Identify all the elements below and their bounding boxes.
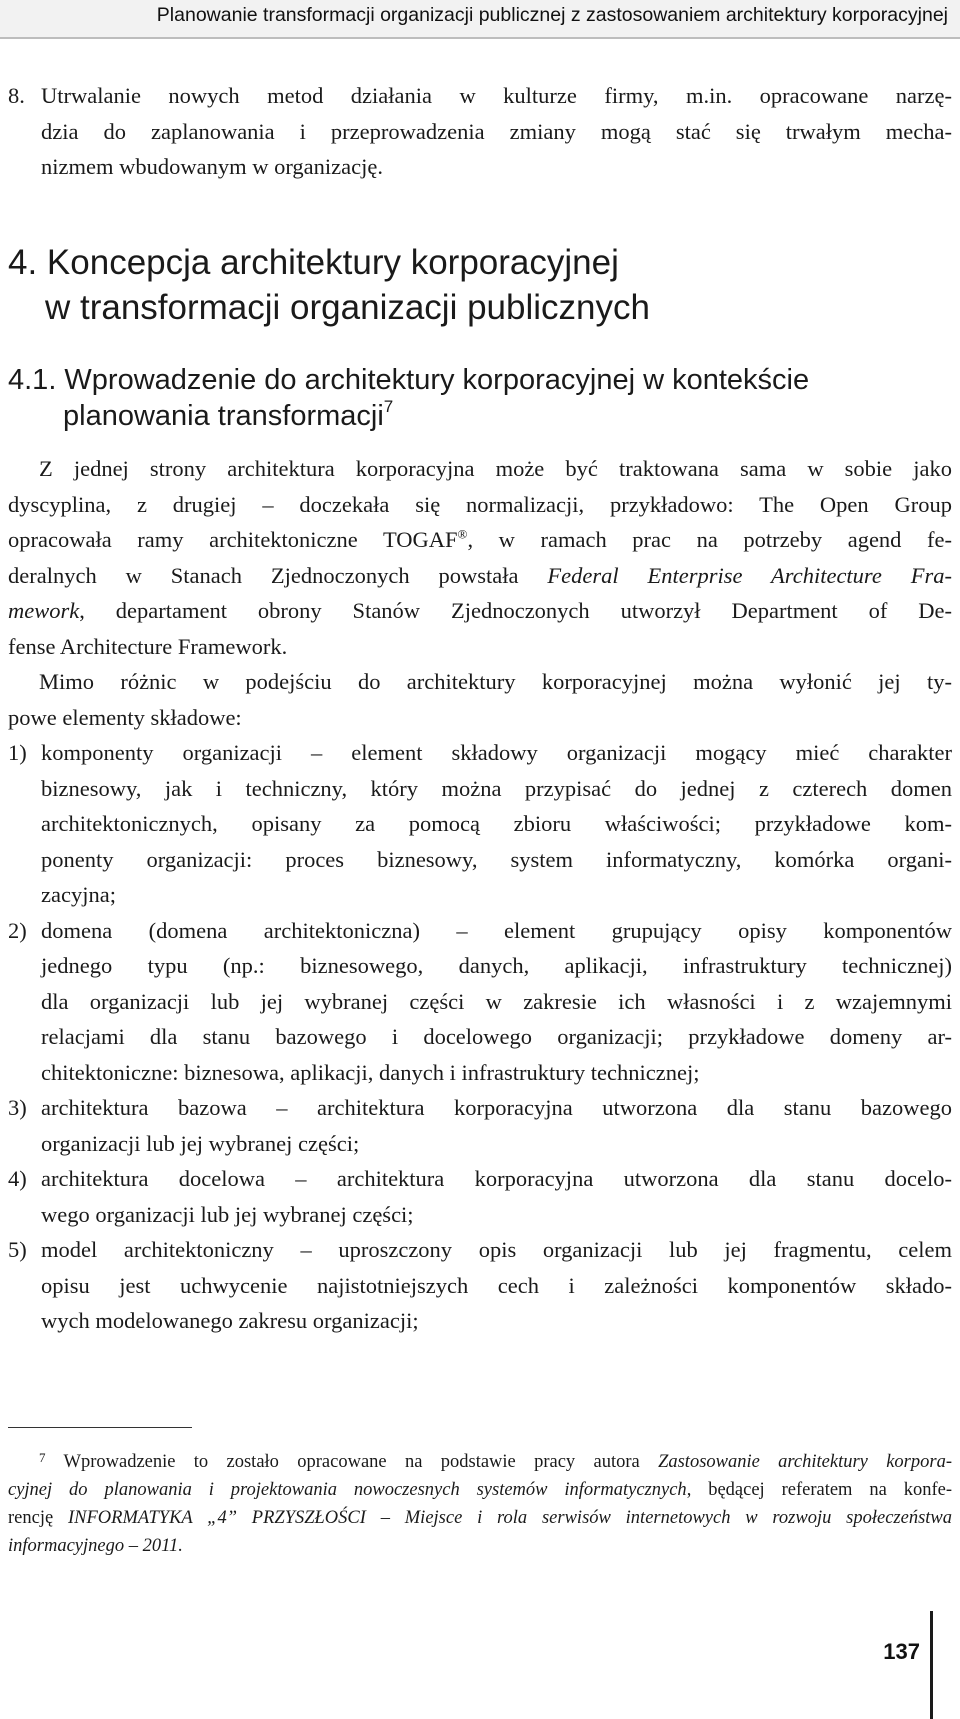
footnote-reference: 7 — [383, 397, 394, 416]
list-item-number: 2) — [8, 917, 27, 943]
running-head-rule — [0, 37, 960, 39]
list-item-line: relacjami dla stanu bazowego i docelowego organizacji; przykładowe domeny ar- — [41, 1024, 952, 1049]
text-run: Wprowadzenie to zostało opracowane na podstawie pracy autora — [45, 1452, 659, 1472]
list-item-2 — [8, 913, 952, 1091]
paragraph-2 — [8, 664, 952, 735]
italic-run: mework — [8, 598, 80, 623]
running-head: Planowanie transformacji organizacji publicznej z zastosowaniem architektury korporacyjnej — [0, 0, 960, 37]
italic-run: INFORMATYKA „4” PRZYSZŁOŚCI – Miejsce i rola serwisów internetowych w rozwoju społeczeństwa — [68, 1508, 953, 1528]
section-heading-line-2 — [8, 398, 952, 434]
page-number: 137 — [883, 1639, 920, 1664]
chapter-heading — [8, 240, 952, 330]
paragraph-line — [8, 558, 952, 594]
footnote-line — [8, 1532, 952, 1560]
list-item-8 — [8, 78, 952, 185]
section-heading-line: 4.1. Wprowadzenie do architektury korporacyjnej w kontekście — [8, 364, 810, 396]
list-item-number: 3) — [8, 1095, 27, 1120]
italic-run: informacyjnego – 2011. — [8, 1536, 183, 1556]
list-item-line: chitektoniczne: biznesowa, aplikacji, danych i infrastruktury technicznej; — [41, 1059, 700, 1085]
paragraph-line — [8, 593, 952, 629]
text-run: rencję — [8, 1508, 68, 1528]
list-item-line: nizmem wbudowanym w organizację. — [41, 154, 383, 179]
list-item-line: dla organizacji lub jej wybranej części w zakresie ich własności i z wzajemnymi — [41, 988, 952, 1014]
paragraph-line: powe elementy składowe: — [8, 704, 242, 730]
footnote-line — [8, 1476, 952, 1504]
text-run: deralnych w Stanach Zjednoczonych powstała — [8, 562, 548, 588]
paragraph-line: Mimo różnic w podejściu do architektury korporacyjnej można wyłonić jej ty- — [39, 669, 952, 694]
list-item-line: Utrwalanie nowych metod działania w kulturze firmy, m.in. opracowane narzę- — [41, 83, 952, 108]
element-list — [8, 735, 952, 1339]
registered-mark: ® — [457, 526, 468, 542]
list-item-line: zacyjna; — [41, 882, 116, 907]
paragraph-line: dyscyplina, z drugiej – doczekała się normalizacji, przykładowo: The Open Group — [8, 491, 952, 517]
list-item-3 — [8, 1090, 952, 1161]
list-item-number: 5) — [8, 1237, 27, 1262]
italic-run: cyjnej do planowania i projektowania nowoczesnych systemów informatycznych — [8, 1480, 687, 1500]
paragraph-1 — [8, 451, 952, 664]
list-item-line: wych modelowanego zakresu organizacji; — [41, 1308, 419, 1333]
chapter-heading-line: 4. Koncepcja architektury korporacyjnej — [8, 243, 619, 282]
list-item-4 — [8, 1161, 952, 1232]
section-heading-text: planowania transformacji — [63, 400, 384, 432]
list-item-line: architektura bazowa – architektura korporacyjna utworzona dla stanu bazowego — [41, 1095, 952, 1120]
list-item-line: architektonicznych, opisany za pomocą zbioru właściwości; przykładowe kom- — [41, 811, 952, 836]
list-item-5 — [8, 1232, 952, 1339]
italic-run: Zastosowanie architektury korpora- — [658, 1452, 952, 1472]
italic-run: Federal Enterprise Architecture Fra- — [547, 562, 952, 588]
paragraph-line: Z jednej strony architektura korporacyjna może być traktowana sama w sobie jako — [39, 456, 952, 481]
list-item-line: model architektoniczny – uproszczony opis organizacji lub jej fragmentu, celem — [41, 1237, 952, 1262]
list-item-number: 8. — [8, 83, 25, 108]
list-item-number: 4) — [8, 1166, 27, 1191]
text-run: , w ramach prac na potrzeby agend fe- — [467, 527, 952, 552]
list-item-line: biznesowy, jak i techniczny, który można przypisać do jednej z czterech domen — [41, 775, 952, 801]
paragraph-line — [8, 522, 952, 558]
section-heading — [8, 362, 952, 434]
footnote-line — [8, 1448, 952, 1476]
list-item-line: domena (domena architektoniczna) – element grupujący opisy komponentów — [41, 917, 952, 943]
list-item-line: opisu jest uchwycenie najistotniejszych cech i zależności komponentów składo- — [41, 1272, 952, 1298]
footnote-separator — [8, 1427, 192, 1428]
text-run: , departament obrony Stanów Zjednoczonych utworzył Department of De- — [79, 598, 952, 623]
list-item-line: jednego typu (np.: biznesowego, danych, aplikacji, infrastruktury technicznej) — [41, 953, 952, 978]
list-item-number: 1) — [8, 740, 27, 765]
list-item-line: organizacji lub jej wybranej części; — [41, 1130, 360, 1156]
footnote — [8, 1448, 952, 1560]
list-item-line: wego organizacji lub jej wybranej części; — [41, 1201, 414, 1227]
text-run: , będącej referatem na konfe- — [686, 1480, 952, 1500]
list-item-line: ponenty organizacji: proces biznesowy, system informatyczny, komórka organi- — [41, 846, 952, 872]
footnote-line — [8, 1504, 952, 1532]
list-item-line: komponenty organizacji – element składowy organizacji mogący mieć charakter — [41, 740, 952, 765]
page-number-rule — [930, 1611, 933, 1719]
paragraph-line: fense Architecture Framework. — [8, 633, 288, 659]
chapter-heading-line: w transformacji organizacji publicznych — [45, 288, 650, 327]
list-item-line: architektura docelowa – architektura korporacyjna utworzona dla stanu docelo- — [41, 1166, 952, 1191]
list-item-line: dzia do zaplanowania i przeprowadzenia zmiany mogą stać się trwałym mecha- — [41, 118, 952, 144]
text-run: opracowała ramy architektoniczne TOGAF — [8, 527, 458, 552]
footnote-number: 7 — [39, 1450, 46, 1465]
list-item-1 — [8, 735, 952, 913]
